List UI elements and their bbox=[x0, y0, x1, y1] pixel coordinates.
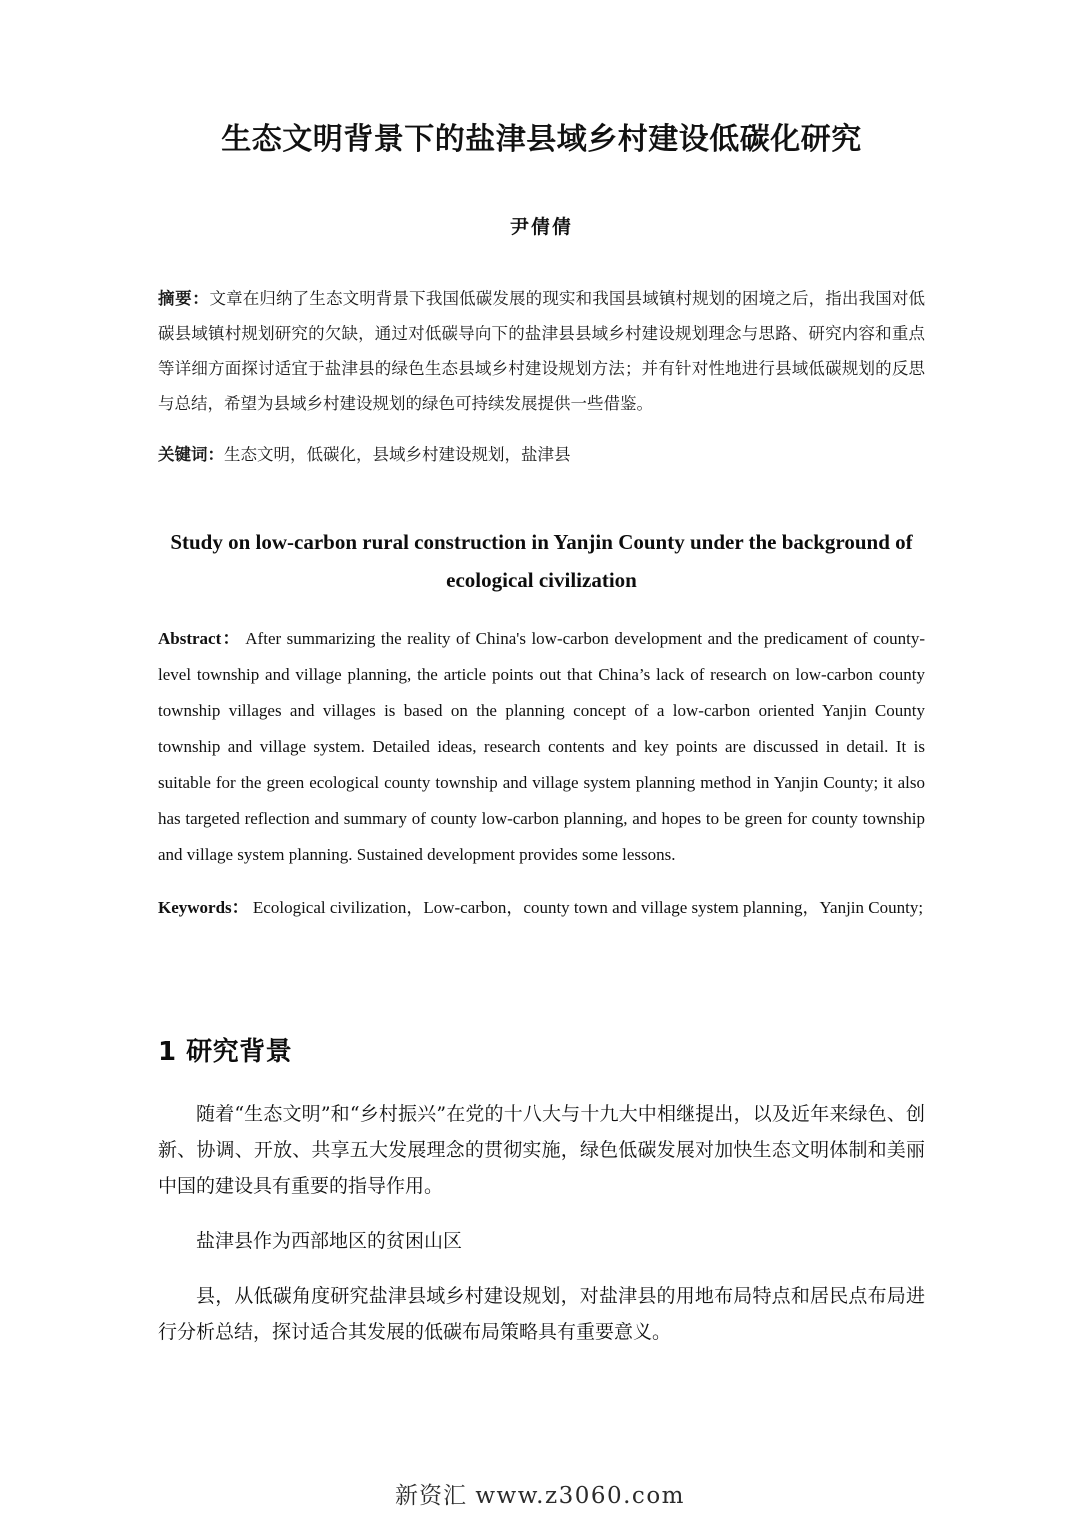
keywords-english-label: Keywords： bbox=[158, 897, 249, 917]
page-footer bbox=[0, 1477, 1080, 1510]
document-content-column bbox=[158, 0, 925, 1369]
abstract-english bbox=[158, 621, 925, 873]
page-title-english-line2: of ecological civilization bbox=[446, 529, 913, 592]
keywords-chinese-text: 生态文明，低碳化，县域乡村建设规划，盐津县 bbox=[224, 444, 571, 464]
abstract-english-label: Abstract： bbox=[158, 628, 241, 648]
keywords-chinese-label: 关键词： bbox=[158, 444, 224, 464]
section-heading-1: 1 研究背景 bbox=[158, 1036, 293, 1067]
page-title-english bbox=[158, 523, 925, 599]
abstract-chinese-text: 文章在归纳了生态文明背景下我国低碳发展的现实和我国县域镇村规划的困境之后，指出我国对低碳县域镇村规划研究的欠缺，通过对低碳导向下的盐津县县域乡村建设规划理念与思路、研究内容和重点等详细方面探讨适宜于盐津县的绿色生态县域乡村建设规划方法；并有针对性地进行县域低碳规划的反思与总结，希望为县域乡村建设规划的绿色可持续发展提供一些借鉴。 bbox=[158, 289, 926, 413]
abstract-chinese-label: 摘要： bbox=[158, 289, 210, 308]
abstract-english-text: After summarizing the reality of China's low-carbon development and the predicament of county-level township and village planning, the article points out that China’s lack of research on low-carbon county township villages and villages is based on the planning concept of a low-carbon oriented Yanjin County township and village system. Detailed ideas, research contents and key points are discussed in detail. It is suitable for the green ecological county township and village system planning method in Yanjin County; it also has targeted reflection and summary of county low-carbon planning, and hopes to be green for county township and village system planning. Sustained development provides some lessons. bbox=[158, 628, 925, 864]
abstract-chinese bbox=[158, 281, 925, 421]
page-title-chinese: 生态文明背景下的盐津县域乡村建设低碳化研究 bbox=[221, 122, 862, 157]
section-1-paragraph-2: 盐津县作为西部地区的贫困山区 bbox=[196, 1229, 463, 1252]
footer-url: www.z3060.com bbox=[475, 1483, 685, 1509]
section-1-paragraph-3: 县，从低碳角度研究盐津县域乡村建设规划，对盐津县的用地布局特点和居民点布局进行分析总结，探讨适合其发展的低碳布局策略具有重要意义。 bbox=[158, 1284, 925, 1343]
keywords-english-text: Ecological civilization，Low-carbon，county town and village system planning，Yanjin County; bbox=[252, 897, 924, 917]
section-1-paragraph-1: 随着“生态文明”和“乡村振兴”在党的十八大与十九大中相继提出，以及近年来绿色、创新、协调、开放、共享五大发展理念的贯彻实施，绿色低碳发展对加快生态文明体制和美丽中国的建设具有重要的指导作用。 bbox=[158, 1102, 925, 1197]
footer-site-name: 新资汇 bbox=[395, 1483, 468, 1509]
keywords-english bbox=[158, 890, 925, 926]
keywords-chinese bbox=[158, 438, 925, 471]
author-name: 尹倩倩 bbox=[509, 216, 573, 238]
page-title-english-line1: Study on low-carbon rural construction in Yanjin County under the background bbox=[170, 529, 890, 554]
